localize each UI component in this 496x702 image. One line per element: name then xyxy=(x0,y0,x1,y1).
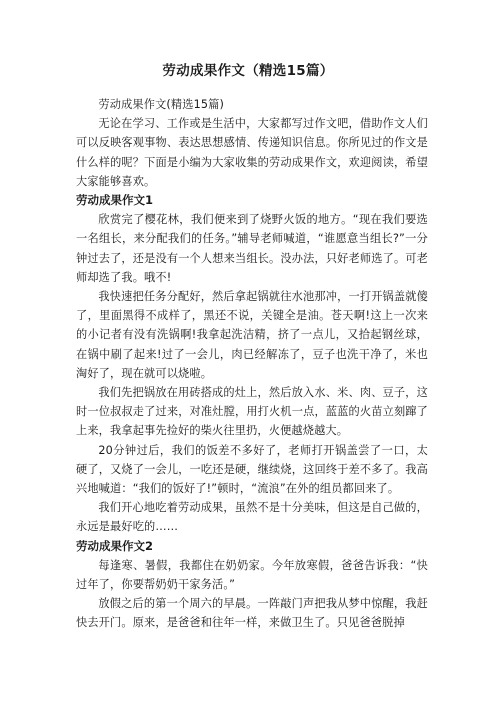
body-paragraph: 我们先把锅放在用砖搭成的灶上，然后放入水、米、肉、豆子，这时一位叔叔走了过来，对准灶膛，用打火机一点，蓝蓝的火苗立刻蹿了上来，我拿起事先捡好的柴火往里扔，火便越烧越大。 xyxy=(76,386,428,438)
body-paragraph: 无论在学习、工作或是生活中，大家都写过作文吧，借助作文人们可以反映客观事物、表达思想感情、传递知识信息。你所见过的作文是什么样的呢？下面是小编为大家收集的劳动成果作文，欢迎阅读，希望大家能够喜欢。 xyxy=(76,117,428,188)
section-heading: 劳动成果作文1 xyxy=(76,193,154,208)
section-heading: 劳动成果作文2 xyxy=(76,538,154,553)
body-paragraph: 劳动成果作文(精选15篇) xyxy=(98,98,224,111)
body-paragraph: 我们开心地吃着劳动成果，虽然不是十分美味，但这是自己做的，永远是最好吃的…… xyxy=(76,501,428,534)
body-paragraph: 每逢寒、暑假，我都住在奶奶家。今年放寒假，爸爸告诉我：“快过年了，你要帮奶奶干家务活。” xyxy=(76,558,428,592)
body-paragraph: 欣赏完了樱花林，我们便来到了烧野火饭的地方。“现在我们要选一名组长，来分配我们的任务。”辅导老师喊道，“谁愿意当组长?”一分钟过去了，还是没有一个人想来当组长。没办法，只好老师选了。可老师却选了我。哦不! xyxy=(76,213,428,284)
document-title: 劳动成果作文（精选15篇） xyxy=(162,63,334,79)
document-body xyxy=(76,95,428,633)
body-paragraph: 我快速把任务分配好，然后拿起锅就往水池那冲，一打开锅盖就傻了，里面黑得不成样了，黑还不说，关键全是油。苍天啊!这上一次来的小记者有没有洗锅啊!我拿起洗洁精，挤了一点儿，又拾起钢丝球，在锅中刷了起来!过了一会儿，肉已经解冻了，豆子也洗干净了，米也淘好了，现在就可以烧啦。 xyxy=(76,290,428,380)
body-paragraph: 20分钟过后，我们的饭差不多好了，老师打开锅盖尝了一口，太硬了，又烧了一会儿，一吃还是硬，继续烧，这回终于差不多了。我高兴地喊道：“我们的饭好了!”顿时，“流浪”在外的组员都回来了。 xyxy=(76,443,428,496)
body-paragraph: 放假之后的第一个周六的早晨。一阵敲门声把我从梦中惊醒，我赶快去开门。原来，是爸爸和往年一样，来做卫生了。只见爸爸脱掉 xyxy=(76,597,428,630)
